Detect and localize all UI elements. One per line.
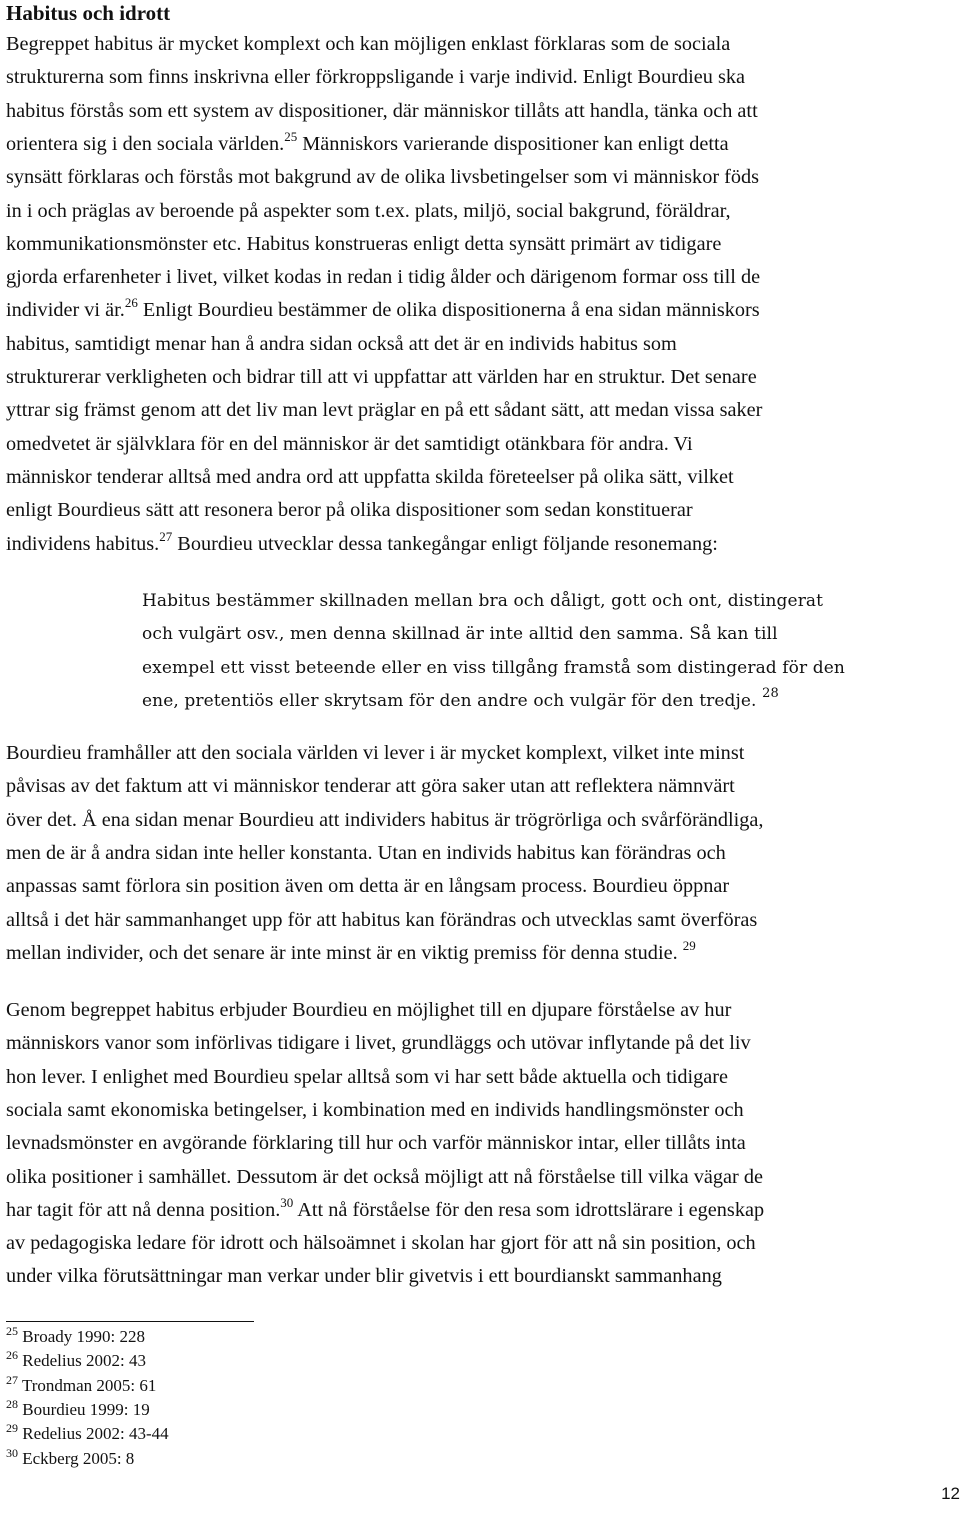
text-run: under vilka förutsättningar man verkar under blir givetvis i ett bourdianskt sammanhang [6,1265,722,1288]
text-run: sociala samt ekonomiska betingelser, i kombination med en individs handlingsmönster och [6,1098,744,1121]
section-heading: Habitus och idrott [6,1,171,25]
footnote-ref: 25 [284,128,298,144]
footnote-text: Redelius 2002: 43-44 [18,1424,169,1444]
text-run: individer vi är. [6,299,125,322]
text-line [142,685,779,714]
text-line [6,1064,728,1090]
footnote-text: Redelius 2002: 43 [18,1351,146,1371]
text-run: Begreppet habitus är mycket komplext och kan möjligen enklast förklaras som de sociala [6,33,731,55]
text-run: strukturerna som finns inskrivna eller förkroppsligande i varje individ. Enligt Bourdieu ska [6,66,745,89]
text-run: levnadsmönster en avgörande förklaring till hur och varför människor intar, eller tillåts inta [6,1132,746,1155]
text-run: anpassas samt förlora sin position även om detta är en långsam process. Bourdieu öppnar [6,875,730,898]
text-run: orientera sig i den sociala världen. [6,132,285,155]
footnote-text: Broady 1990: 228 [18,1327,146,1346]
text-line [142,588,823,614]
text-run: men de är å andra sidan inte heller konstanta. Utan en individs habitus kan förändras och [6,841,726,864]
text-line [6,1164,763,1190]
footnote-ref: 30 [280,1194,294,1210]
text-line [6,397,762,423]
text-line [6,1230,756,1256]
text-run: olika positioner i samhället. Dessutom är det också möjligt att nå förståelse till vilka vägar de [6,1165,763,1188]
text-run: habitus förstås som ett system av dispositioner, där människor tillåts att handla, tänka och att [6,99,758,122]
text-line [6,128,729,157]
footnote [6,1445,135,1469]
text-run: hon lever. I enlighet med Bourdieu spelar alltså som vi har sett både aktuella och tidigare [6,1065,729,1088]
text-line [6,231,721,257]
text-line [6,198,731,224]
text-run: Att nå förståelse för den resa som idrottslärare i egenskap [293,1198,765,1221]
footnote-number: 28 [6,1396,18,1411]
text-run: exempel ett visst beteende eller en viss tillgång framstå som distingerad för den [142,657,845,678]
text-run: Habitus bestämmer skillnaden mellan bra och dåligt, gott och ont, distingerat [142,591,824,611]
text-run: över det. Å ena sidan menar Bourdieu att individers habitus är trögrörliga och svårförändliga, [6,808,764,831]
text-line [6,807,764,833]
text-line [6,528,718,557]
text-run: människors vanor som införlivas tidigare i livet, grundläggs och utövar inflytande på det liv [6,1032,751,1055]
footnote-number: 26 [6,1348,18,1363]
footnote [6,1348,146,1371]
text-line [6,164,759,190]
text-line [6,907,757,933]
text-line [6,1030,751,1056]
text-run: Genom begreppet habitus erbjuder Bourdieu en möjlighet till en djupare förståelse av hur [6,999,732,1021]
text-line [6,364,757,390]
text-run: habitus, samtidigt menar han å andra sidan också att det är en individs habitus som [6,332,677,355]
text-line [6,64,745,90]
text-line [6,464,734,490]
text-line [6,1097,744,1123]
text-line [6,331,677,357]
text-run: ene, pretentiös eller skrytsam för den andre och vulgär för den tredje. [142,690,763,711]
footnote-number: 29 [6,1421,18,1436]
text-line [6,873,729,899]
footnote-number: 27 [6,1372,18,1387]
text-line [6,997,731,1023]
text-line [6,740,744,766]
page-number: 12 [941,1484,960,1503]
footnote-number: 25 [6,1324,18,1338]
text-run: alltså i det här sammanhanget upp för att habitus kan förändras och utvecklas samt överföras [6,908,758,931]
text-line [6,31,730,57]
footnote-text: Eckberg 2005: 8 [18,1448,135,1468]
text-line [6,264,760,290]
text-line [6,1194,765,1223]
footnote-number: 30 [6,1445,18,1460]
text-line [6,937,696,966]
text-run: in i och präglas av beroende på aspekter som t.ex. plats, miljö, social bakgrund, föräldrar, [6,199,731,222]
text-line [6,1263,722,1289]
text-line [142,655,845,681]
text-run: påvisas av det faktum att vi människor tenderar att göra saker utan att reflektera nämnvärt [6,775,735,798]
text-run: Bourdieu utvecklar dessa tankegångar enligt följande resonemang: [172,532,718,555]
footnote-separator [6,1321,254,1322]
text-run: individens habitus. [6,532,160,555]
text-run: kommunikationsmönster etc. Habitus konstrueras enligt detta synsätt primärt av tidigare [6,232,722,255]
footnote-text: Trondman 2005: 61 [18,1375,157,1395]
text-line [6,297,760,323]
text-line [6,98,758,124]
footnote [6,1421,169,1444]
text-run: strukturerar verkligheten och bidrar till att vi uppfattar att världen har en struktur. Det senare [6,366,757,388]
footnote-ref: 27 [159,528,173,544]
text-run: Enligt Bourdieu bestämmer de olika dispositionerna å ena sidan människors [137,299,760,322]
text-run: gjorda erfarenheter i livet, vilket kodas in redan i tidig ålder och därigenom formar oss till de [6,266,761,289]
footnote [6,1324,146,1347]
text-run: människor tenderar alltså med andra ord att uppfatta skilda företeelser på olika sätt, vilket [6,465,734,488]
text-line [6,840,726,866]
footnote [6,1372,157,1396]
text-line [6,431,693,457]
text-run: Människors varierande dispositioner kan enligt detta [297,132,729,155]
text-run: synsätt förklaras och förstås mot bakgrund av de olika livsbetingelser som vi människor föds [6,166,760,189]
text-run: har tagit för att nå denna position. [6,1198,281,1221]
text-run: och vulgärt osv., men denna skillnad är inte alltid den samma. Så kan till [142,624,778,645]
text-line [6,1130,746,1156]
footnote-text: Bourdieu 1999: 19 [18,1399,150,1419]
text-run: enligt Bourdieus sätt att resonera beror på olika dispositioner som sedan konstituerar [6,499,693,522]
text-line [6,497,693,523]
text-run: omedvetet är självklara för en del människor är det samtidigt otänkbara för andra. Vi [6,432,693,455]
footnote-ref: 28 [762,685,779,701]
text-line [142,621,778,647]
text-run: Bourdieu framhåller att den sociala världen vi lever i är mycket komplext, vilket inte minst [6,742,745,764]
text-line [6,773,735,799]
text-run: av pedagogiska ledare för idrott och hälsoämnet i skolan har gjort för att nå sin position, och [6,1232,756,1255]
footnote-ref: 29 [682,937,696,953]
footnote-ref: 26 [124,295,138,311]
text-run: mellan individer, och det senare är inte minst är en viktig premiss för denna studie. [6,941,683,964]
footnote [6,1396,150,1420]
text-run: yttrar sig främst genom att det liv man levt präglar en på ett sådant sätt, att medan vissa saker [6,399,763,422]
